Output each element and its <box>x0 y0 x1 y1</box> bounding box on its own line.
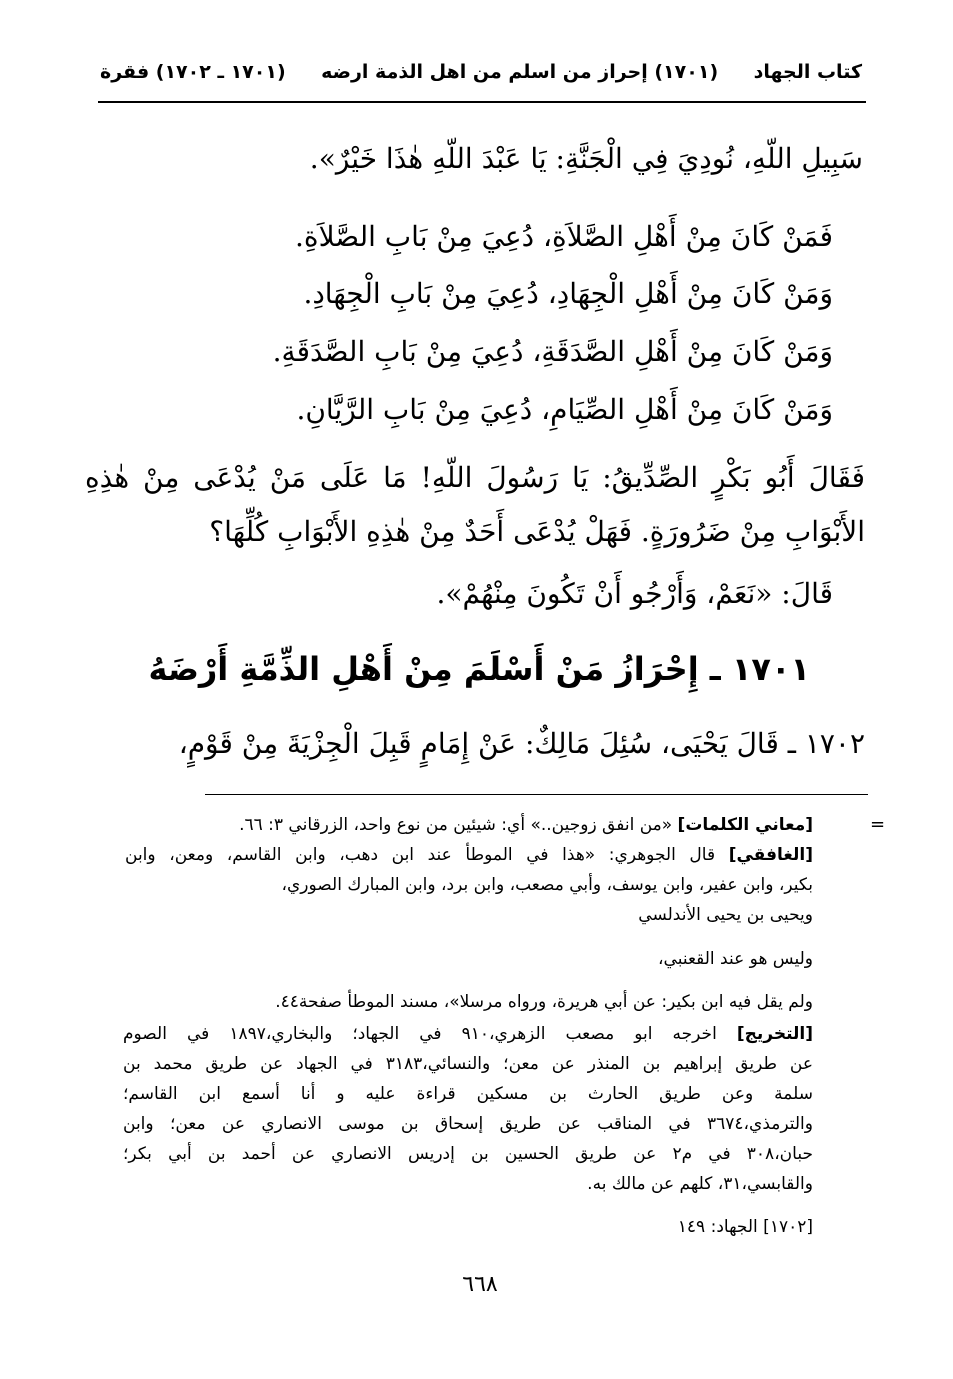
footnote-continuation-mark: = <box>870 814 886 835</box>
footnote-rule <box>205 794 868 795</box>
footnote-line-9: سلمة وعن طريق الحارث بن مسكين قراءة عليه و أنا أسمع ابن القاسم؛ <box>123 1084 813 1104</box>
footnote-label: [معاني الكلمات] <box>677 815 813 835</box>
header-rule <box>98 101 866 103</box>
text-line-7: الأَبْوَابِ مِنْ ضَرُورَةٍ. فَهَلْ يُدْعَى أَحَدٌ مِنْ هٰذِهِ الأَبْوَابِ كُلِّهَا؟ <box>209 515 865 548</box>
text-line-1: سَبِيلِ اللّهِ، نُودِيَ فِي الْجَنَّةِ: يَا عَبْدَ اللّهِ هٰذَا خَيْرٌ». <box>309 142 863 175</box>
running-header <box>100 52 862 92</box>
footnote-line-4: ويحيى بن يحيى الأندلسي <box>638 905 813 925</box>
footnote-line-13: [١٧٠٢] الجهاد: ١٤٩ <box>677 1217 813 1237</box>
footnote-line-7: [التخريج] اخرجه ابو مصعب الزهري،٩١٠ في الجهاد؛ والبخاري،١٨٩٧ في الصوم <box>123 1024 814 1044</box>
footnote-line-10: والترمذي،٣٦٧٤ في المناقب عن طريق إسحاق بن موسى الانصاري عن معن؛ وابن <box>123 1114 813 1134</box>
footnote-line-11: حبان،٣٠٨ في م٢ عن طريق الحسين بن إدريس الانصاري عن أحمد بن أبي بكر؛ <box>123 1144 813 1164</box>
footnote-label: [الغافقي] <box>728 845 813 865</box>
footnote-line-2: [الغافقي] قال الجوهري: «هذا في الموطأ عند ابن دهب، وابن القاسم، ومعن، وابن <box>125 845 813 865</box>
text-line-2: فَمَنْ كَانَ مِنْ أَهْلِ الصَّلاَةِ، دُعِيَ مِنْ بَابِ الصَّلاَةِ. <box>295 220 833 253</box>
header-book-title: كتاب الجهاد <box>753 61 862 83</box>
footnote-line-3: بكير، وابن عفير، وابن يوسف، وأبي مصعب، وابن برد، وابن المبارك الصوري، <box>281 875 813 895</box>
header-chapter-title: (١٧٠١) إحراز من اسلم من اهل الذمة ارضه <box>321 61 719 83</box>
footnote-line-5: وليس هو عند القعنبي، <box>658 949 813 969</box>
footnote-line-1: [معاني الكلمات] «من انفق زوجين..» أي: شيئين من نوع واحد، الزرقاني ٣: ٦٦. <box>239 815 813 835</box>
page-number: ٦٦٨ <box>462 1272 498 1297</box>
footnote-line-6: ولم يقل فيه ابن بكير: عن أبي هريرة، ورواه مرسلا»، مسند الموطأ صفحة٤٤. <box>275 992 813 1012</box>
text-line-6: فَقَالَ أَبُو بَكْرٍ الصِّدِّيقُ: يَا رَسُولَ اللّهِ! مَا عَلَى مَنْ يُدْعَى مِنْ هٰذِهِ <box>85 461 865 494</box>
text-line-3: وَمَنْ كَانَ مِنْ أَهْلِ الْجِهَادِ، دُعِيَ مِنْ بَابِ الْجِهَادِ. <box>303 277 833 310</box>
text-line-4: وَمَنْ كَانَ مِنْ أَهْلِ الصَّدَقَةِ، دُعِيَ مِنْ بَابِ الصَّدَقَةِ. <box>272 335 833 368</box>
header-paragraph-range: (١٧٠١ ـ ١٧٠٢) فقرة <box>100 61 286 83</box>
footnote-line-12: والقابسي،٣١، كلهم عن مالك به. <box>587 1174 813 1194</box>
section-heading: ١٧٠١ ـ إِحْرَازُ مَنْ أَسْلَمَ مِنْ أَهْلِ الذِّمَّةِ أَرْضَهُ <box>148 650 810 688</box>
footnote-label: [التخريج] <box>736 1024 814 1044</box>
text-line-9: ١٧٠٢ ـ قَالَ يَحْيَى، سُئِلَ مَالِكٌ: عَنْ إِمَامٍ قَبِلَ الْجِزْيَةَ مِنْ قَوْمٍ، <box>178 727 865 760</box>
footnote-line-8: عن طريق إبراهيم بن المنذر عن معن؛ والنسائي،٣١٨٣ في الجهاد عن طريق محمد بن <box>123 1054 813 1074</box>
text-line-5: وَمَنْ كَانَ مِنْ أَهْلِ الصِّيَامِ، دُعِيَ مِنْ بَابِ الرَّيَّانِ. <box>296 393 833 426</box>
text-line-8: قَالَ: «نَعَمْ، وَأَرْجُو أَنْ تَكُونَ مِنْهُمْ». <box>436 577 833 610</box>
